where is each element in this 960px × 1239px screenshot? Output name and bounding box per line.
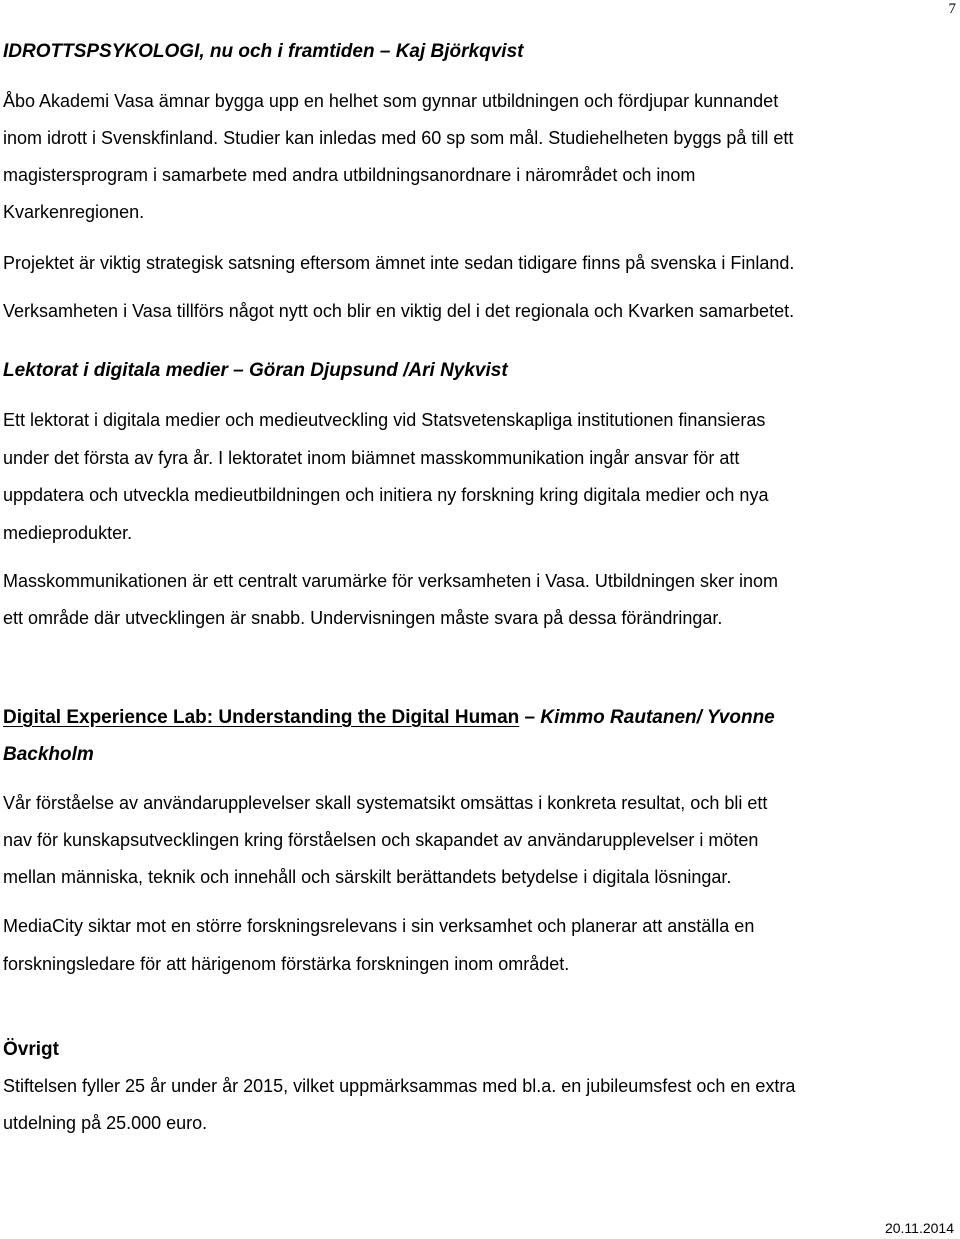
text-line: magistersprogram i samarbete med andra utbildningsanordnare i närområdet och inom xyxy=(3,165,696,185)
heading-line xyxy=(3,699,957,736)
text-line: inom idrott i Svenskfinland. Studier kan inledas med 60 sp som mål. Studiehelheten byggs på till ett xyxy=(3,128,794,148)
text-line: Kvarkenregionen. xyxy=(3,202,145,222)
ovrigt-paragraph-1 xyxy=(3,1068,957,1142)
idrottspsykologi-paragraph-1 xyxy=(3,83,957,231)
idrottspsykologi-paragraph-3: Verksamheten i Vasa tillförs något nytt och blir en viktig del i det regionala och Kvarken samarbetet. xyxy=(3,301,795,321)
text-line: medieprodukter. xyxy=(3,522,133,543)
text-line: Ett lektorat i digitala medier och medieutveckling vid Statsvetenskapliga institutionen finansieras xyxy=(3,410,766,430)
text-line: Masskommunikationen är ett centralt varumärke för verksamheten i Vasa. Utbildningen sker inom xyxy=(3,571,779,591)
lektorat-paragraph-1 xyxy=(3,402,957,552)
text-line: Stiftelsen fyller 25 år under år 2015, vilket uppmärksammas med bl.a. en jubileumsfest och en extra xyxy=(3,1076,796,1096)
lektorat-paragraph-2 xyxy=(3,563,957,637)
digital-lab-paragraph-2 xyxy=(3,908,957,983)
page-number: 7 xyxy=(948,1,956,17)
text-line: forskningsledare för att härigenom förstärka forskningen inom området. xyxy=(3,953,570,974)
digital-lab-heading xyxy=(3,699,957,773)
lektorat-heading: Lektorat i digitala medier – Göran Djupsund /Ari Nykvist xyxy=(3,360,508,381)
footer-date: 20.11.2014 xyxy=(884,1220,954,1236)
ovrigt-heading: Övrigt xyxy=(3,1039,59,1060)
text-line: mellan människa, teknik och innehåll och särskilt berättandets betydelse i digitala lösningar. xyxy=(3,867,732,887)
digital-lab-paragraph-1 xyxy=(3,785,957,896)
text-line: Åbo Akademi Vasa ämnar bygga upp en helhet som gynnar utbildningen och fördjupar kunnandet xyxy=(3,91,779,111)
digital-lab-names: Kimmo Rautanen/ Yvonne xyxy=(540,707,775,728)
text-line: uppdatera och utveckla medieutbildningen och initiera ny forskning kring digitala medier och nya xyxy=(3,485,769,505)
text-line: ett område där utvecklingen är snabb. Undervisningen måste svara på dessa förändringar. xyxy=(3,608,723,628)
idrottspsykologi-paragraph-2: Projektet är viktig strategisk satsning eftersom ämnet inte sedan tidigare finns på svenska i Finland. xyxy=(3,253,795,273)
text-line: Vår förståelse av användarupplevelser skall systematsikt omsättas i konkreta resultat, och bli ett xyxy=(3,793,768,813)
text-line: under det första av fyra år. I lektoratet inom biämnet masskommunikation ingår ansvar för att xyxy=(3,447,740,468)
text-line: MediaCity siktar mot en större forskningsrelevans i sin verksamhet och planerar att anställa en xyxy=(3,916,755,936)
heading-separator: – xyxy=(519,707,541,728)
heading-line: Backholm xyxy=(3,744,94,765)
text-line: nav för kunskapsutvecklingen kring förståelsen och skapandet av användarupplevelser i möten xyxy=(3,830,759,850)
digital-lab-title: Digital Experience Lab: Understanding the Digital Human xyxy=(3,707,520,728)
text-line: utdelning på 25.000 euro. xyxy=(3,1113,208,1133)
idrottspsykologi-heading: IDROTTSPSYKOLOGI, nu och i framtiden – Kaj Björkqvist xyxy=(3,41,524,62)
